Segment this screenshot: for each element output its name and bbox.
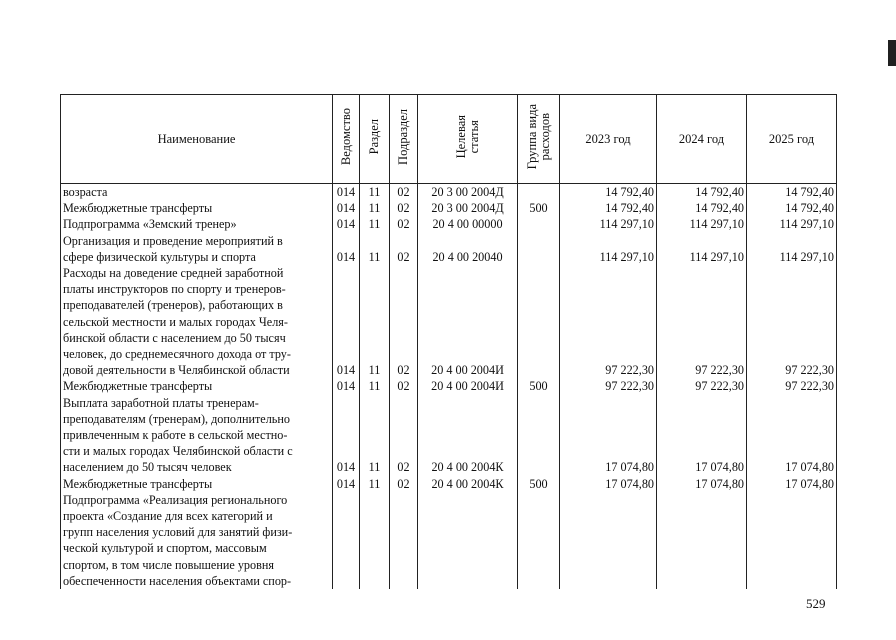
gruppa-cell [518,265,560,378]
row-name-line: спортом, в том числе повышение уровня [63,557,274,572]
celevaya-statya-cell: 20 4 00 20040 [418,233,518,265]
row-name-line: Организация и проведение мероприятий в [63,233,283,248]
razdel-cell: 11 [360,233,390,265]
celevaya-statya-cell: 20 4 00 2004И [418,378,518,394]
podrazdel-cell: 02 [390,233,418,265]
gruppa-cell [518,492,560,589]
amount-2024-cell: 114 297,10 [657,216,747,232]
razdel-cell: 11 [360,378,390,394]
header-podrazdel: Подраздел [390,95,418,184]
amount-2024-cell: 14 792,40 [657,184,747,201]
row-name-cell [61,476,333,492]
row-name-line: бинской области с населением до 50 тысяч [63,330,286,345]
gruppa-cell: 500 [518,378,560,394]
celevaya-statya-cell: 20 4 00 00000 [418,216,518,232]
vedomstvo-cell: 014 [333,395,360,476]
amount-2025-cell: 17 074,80 [747,476,837,492]
table-row [61,378,837,394]
header-2024: 2024 год [657,95,747,184]
row-name-line: довой деятельности в Челябинской области [63,363,290,378]
razdel-cell: 11 [360,200,390,216]
vedomstvo-cell: 014 [333,265,360,378]
row-name-line: преподавателям (тренерам), дополнительно [63,411,290,426]
amount-2025-cell: 14 792,40 [747,200,837,216]
row-name-line: Расходы на доведение средней заработной [63,266,284,281]
table-row [61,233,837,265]
celevaya-statya-cell: 20 3 00 2004Д [418,184,518,201]
amount-2024-cell: 14 792,40 [657,200,747,216]
vedomstvo-cell: 014 [333,476,360,492]
amount-2025-cell: 17 074,80 [747,395,837,476]
amount-2024-cell: 114 297,10 [657,233,747,265]
vedomstvo-cell: 014 [333,216,360,232]
row-name-line: сельской местности и малых городах Челя- [63,314,288,329]
header-gruppa-vida-rashodov: Группа вида расходов [518,95,560,184]
razdel-cell [360,492,390,589]
podrazdel-cell: 02 [390,216,418,232]
row-name-line: Выплата заработной платы тренерам- [63,395,259,410]
amount-2025-cell: 97 222,30 [747,378,837,394]
amount-2023-cell: 114 297,10 [560,233,657,265]
podrazdel-cell: 02 [390,265,418,378]
podrazdel-cell: 02 [390,200,418,216]
row-name-line: возраста [63,185,108,199]
amount-2024-cell: 17 074,80 [657,476,747,492]
row-name-line: Межбюджетные трансферты [63,476,213,491]
row-name-cell [61,395,333,476]
row-name-line: сфере физической культуры и спорта [63,249,256,264]
table-row [61,200,837,216]
table-header-row [61,95,837,184]
amount-2023-cell: 14 792,40 [560,200,657,216]
header-celevaya-statya: Целевая статья [418,95,518,184]
podrazdel-cell: 02 [390,184,418,201]
gruppa-cell: 500 [518,200,560,216]
row-name-line: населением до 50 тысяч человек [63,460,232,475]
podrazdel-cell: 02 [390,378,418,394]
vedomstvo-cell: 014 [333,184,360,201]
row-name-line: Межбюджетные трансферты [63,201,213,216]
table-row [61,184,837,201]
table-row [61,476,837,492]
amount-2023-cell: 97 222,30 [560,265,657,378]
row-name-line: человек, до среднемесячного дохода от тру- [63,347,291,362]
table-row [61,265,837,378]
amount-2025-cell [747,492,837,589]
header-name: Наименование [61,95,333,184]
amount-2024-cell: 97 222,30 [657,378,747,394]
amount-2024-cell [657,492,747,589]
podrazdel-cell: 02 [390,395,418,476]
header-2025: 2025 год [747,95,837,184]
budget-table [60,94,837,589]
vedomstvo-cell: 014 [333,233,360,265]
amount-2023-cell [560,492,657,589]
row-name-cell [61,492,333,589]
amount-2024-cell: 17 074,80 [657,395,747,476]
vedomstvo-cell: 014 [333,378,360,394]
razdel-cell: 11 [360,265,390,378]
gruppa-cell [518,395,560,476]
amount-2023-cell: 17 074,80 [560,476,657,492]
table-row [61,492,837,589]
amount-2025-cell: 14 792,40 [747,184,837,201]
header-vedomstvo: Ведомство [333,95,360,184]
amount-2025-cell: 114 297,10 [747,233,837,265]
amount-2023-cell: 97 222,30 [560,378,657,394]
razdel-cell: 11 [360,216,390,232]
row-name-line: сти и малых городах Челябинской области с [63,444,293,459]
razdel-cell: 11 [360,395,390,476]
gruppa-cell [518,233,560,265]
row-name-line: обеспеченности населения объектами спор- [63,573,292,588]
gruppa-cell: 500 [518,476,560,492]
row-name-cell [61,216,333,232]
celevaya-statya-cell: 20 3 00 2004Д [418,200,518,216]
row-name-line: ческой культурой и спортом, массовым [63,541,267,556]
vedomstvo-cell: 014 [333,200,360,216]
header-razdel: Раздел [360,95,390,184]
razdel-cell: 11 [360,476,390,492]
row-name-line: преподавателей (тренеров), работающих в [63,298,283,313]
page-edge-mark [888,40,896,66]
header-2023: 2023 год [560,95,657,184]
row-name-cell [61,184,333,201]
amount-2023-cell: 114 297,10 [560,216,657,232]
table-body [61,184,837,590]
row-name-cell [61,200,333,216]
row-name-line: Межбюджетные трансферты [63,379,213,394]
amount-2024-cell: 97 222,30 [657,265,747,378]
row-name-line: Подпрограмма «Земский тренер» [63,217,237,232]
celevaya-statya-cell: 20 4 00 2004К [418,395,518,476]
celevaya-statya-cell: 20 4 00 2004К [418,476,518,492]
amount-2023-cell: 17 074,80 [560,395,657,476]
podrazdel-cell: 02 [390,476,418,492]
row-name-cell [61,378,333,394]
row-name-line: проекта «Создание для всех категорий и [63,509,273,524]
celevaya-statya-cell: 20 4 00 2004И [418,265,518,378]
gruppa-cell [518,184,560,201]
razdel-cell: 11 [360,184,390,201]
amount-2023-cell: 14 792,40 [560,184,657,201]
row-name-cell [61,233,333,265]
page-number: 529 [806,596,826,611]
table-row [61,216,837,232]
vedomstvo-cell [333,492,360,589]
row-name-line: Подпрограмма «Реализация регионального [63,492,288,507]
table-row [61,395,837,476]
amount-2025-cell: 114 297,10 [747,216,837,232]
podrazdel-cell [390,492,418,589]
row-name-line: привлеченным к работе в сельской местно- [63,428,288,443]
row-name-line: групп населения условий для занятий физи- [63,525,293,540]
row-name-line: платы инструкторов по спорту и тренеров- [63,282,286,297]
gruppa-cell [518,216,560,232]
celevaya-statya-cell [418,492,518,589]
row-name-cell [61,265,333,378]
budget-table-container [60,94,837,589]
amount-2025-cell: 97 222,30 [747,265,837,378]
